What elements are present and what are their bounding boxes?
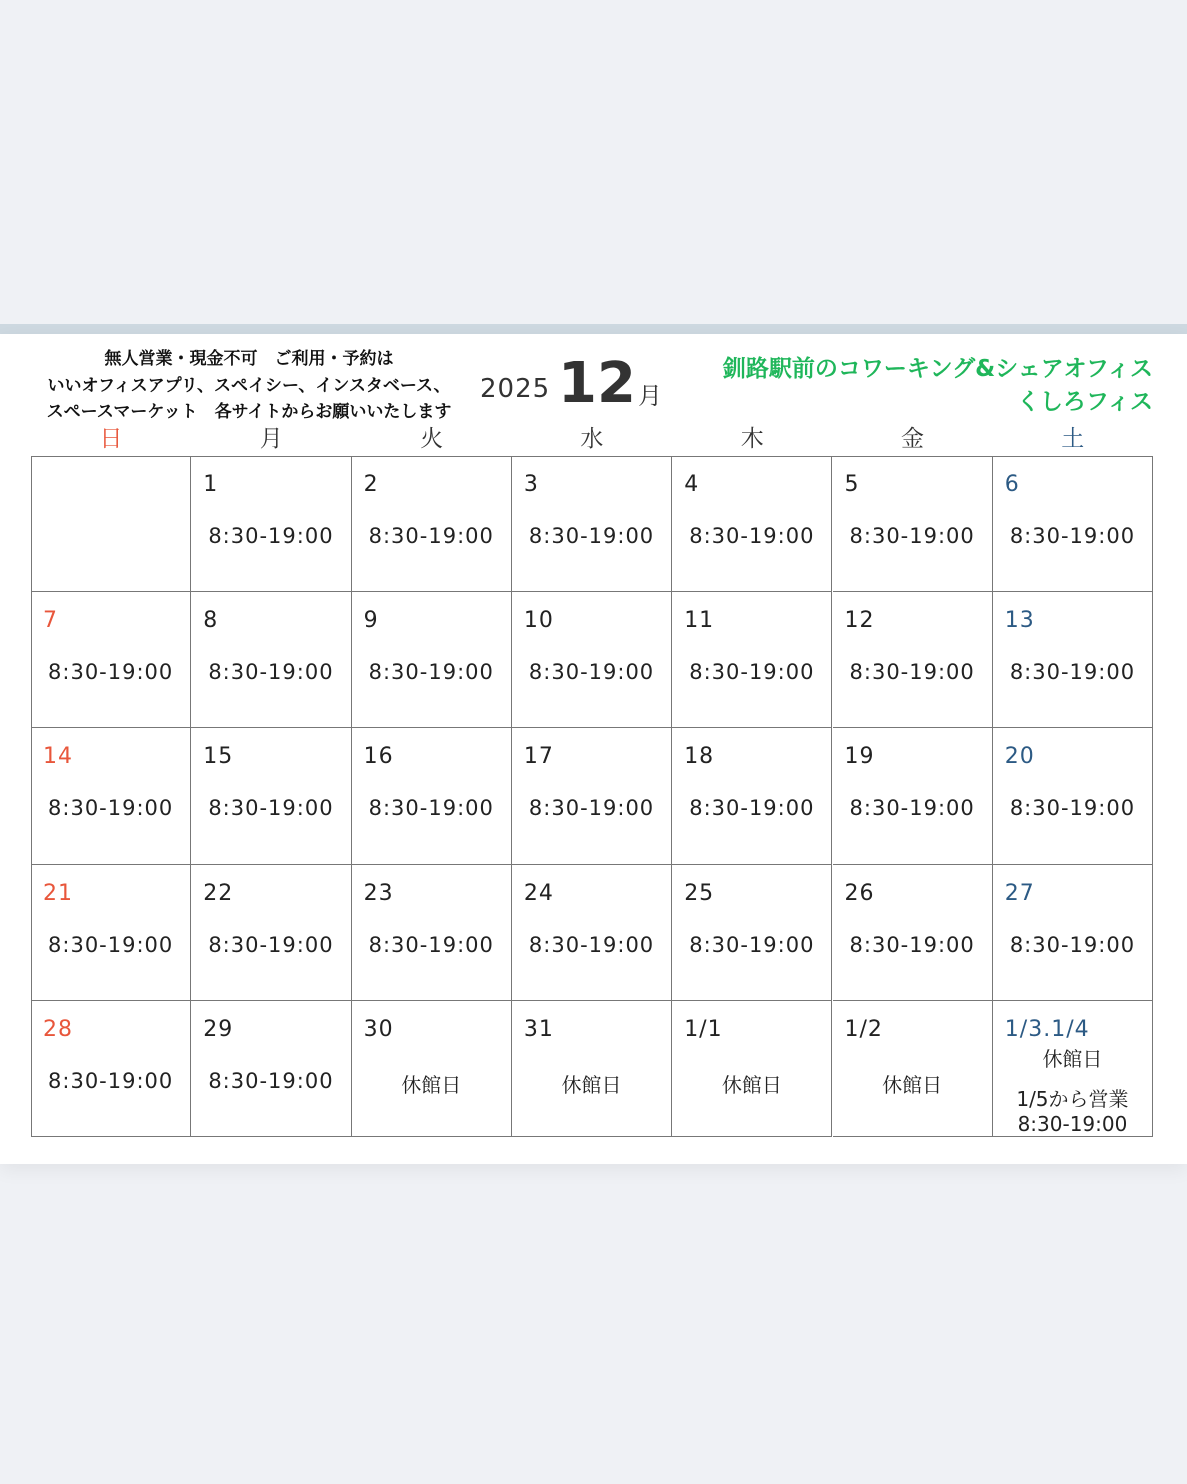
brand-block <box>723 353 1153 419</box>
reopen-hours: 8:30-19:00 <box>1017 1111 1128 1136</box>
day-cell <box>833 1001 993 1137</box>
day-cell <box>31 728 191 864</box>
opening-hours: 8:30-19:00 <box>368 932 494 957</box>
day-cell <box>352 865 512 1001</box>
opening-hours: 8:30-19:00 <box>528 932 655 957</box>
closed-label: 休館日 <box>882 1072 943 1097</box>
day-number: 16 <box>363 744 394 770</box>
year-label: 2025 <box>480 374 551 404</box>
notice-line-3: スペースマーケット 各サイトからお願いいたします <box>46 402 452 422</box>
day-number: 30 <box>363 1016 394 1042</box>
day-cell <box>191 728 351 864</box>
opening-hours: 8:30-19:00 <box>1009 796 1136 821</box>
day-cell <box>512 865 672 1001</box>
opening-hours: 8:30-19:00 <box>48 796 174 821</box>
reopen-note: 1/5から営業 <box>1016 1086 1129 1111</box>
notice-line-1: 無人営業・現金不可 ご利用・予約は <box>104 349 394 369</box>
opening-hours: 8:30-19:00 <box>368 524 494 548</box>
day-number: 2 <box>363 472 379 497</box>
calendar-card <box>0 334 1187 1164</box>
opening-hours: 8:30-19:00 <box>48 660 174 685</box>
day-cell <box>672 865 832 1001</box>
month-unit: 月 <box>638 382 662 410</box>
closed-label: 休館日 <box>1042 1046 1103 1071</box>
day-number: 23 <box>363 880 394 906</box>
opening-hours: 8:30-19:00 <box>368 796 494 821</box>
day-cell <box>352 592 512 728</box>
day-cell <box>352 456 512 592</box>
day-number: 4 <box>684 472 700 497</box>
closed-label: 休館日 <box>401 1072 462 1097</box>
weekday-label: 日 <box>99 426 123 452</box>
day-cell <box>191 865 351 1001</box>
notice-line-2: いいオフィスアプリ、スペイシー、インスタベース、 <box>47 375 451 396</box>
opening-hours: 8:30-19:00 <box>528 524 655 548</box>
weekday-header-row <box>31 423 1153 455</box>
day-number: 1/3.1/4 <box>1004 1016 1090 1042</box>
day-cell <box>993 728 1153 864</box>
opening-hours: 8:30-19:00 <box>1009 660 1136 685</box>
day-cell <box>672 592 832 728</box>
day-cell <box>191 592 351 728</box>
opening-hours: 8:30-19:00 <box>849 796 975 821</box>
day-cell <box>31 592 191 728</box>
opening-hours: 8:30-19:00 <box>208 524 334 548</box>
day-cell <box>352 1001 512 1137</box>
weekday-label: 土 <box>1061 426 1085 452</box>
day-cell <box>993 592 1153 728</box>
day-cell <box>512 728 672 864</box>
brand-tagline: 釧路駅前のコワーキング&シェアオフィス <box>722 356 1153 382</box>
day-number: 24 <box>523 880 554 906</box>
day-number: 6 <box>1004 472 1020 497</box>
opening-hours: 8:30-19:00 <box>208 932 334 957</box>
opening-hours: 8:30-19:00 <box>689 660 815 685</box>
opening-hours: 8:30-19:00 <box>48 932 174 957</box>
day-number: 28 <box>43 1016 73 1042</box>
day-number: 22 <box>203 880 234 906</box>
day-number: 17 <box>523 744 554 770</box>
weekday-label: 木 <box>740 426 764 452</box>
calendar-grid <box>31 456 1153 1137</box>
day-cell <box>833 456 993 592</box>
day-number: 12 <box>844 608 875 634</box>
day-cell <box>512 456 672 592</box>
opening-hours: 8:30-19:00 <box>1009 524 1136 548</box>
day-number: 7 <box>43 608 58 634</box>
weekday-label: 金 <box>901 426 924 452</box>
day-cell <box>191 1001 351 1137</box>
day-number: 20 <box>1004 744 1035 770</box>
opening-hours: 8:30-19:00 <box>528 660 655 685</box>
opening-hours: 8:30-19:00 <box>849 660 975 685</box>
day-number: 31 <box>523 1016 554 1042</box>
weekday-label: 火 <box>420 426 444 452</box>
day-number: 19 <box>844 744 875 770</box>
day-cell <box>512 1001 672 1137</box>
day-cell <box>993 456 1153 592</box>
day-cell <box>993 1001 1153 1137</box>
day-cell <box>512 592 672 728</box>
opening-hours: 8:30-19:00 <box>208 1068 334 1093</box>
opening-hours: 8:30-19:00 <box>368 660 494 685</box>
day-cell <box>31 865 191 1001</box>
day-cell <box>993 865 1153 1001</box>
opening-hours: 8:30-19:00 <box>208 660 334 685</box>
opening-hours: 8:30-19:00 <box>689 932 815 957</box>
day-number: 8 <box>203 608 219 634</box>
day-cell <box>31 1001 191 1137</box>
day-number: 26 <box>844 880 875 906</box>
top-stripe <box>0 324 1187 334</box>
day-number: 3 <box>523 472 539 497</box>
day-cell <box>833 728 993 864</box>
day-cell <box>833 592 993 728</box>
month-number: 12 <box>558 351 636 416</box>
opening-hours: 8:30-19:00 <box>48 1068 174 1093</box>
closed-label: 休館日 <box>721 1072 782 1097</box>
day-number: 13 <box>1004 608 1035 634</box>
day-number: 27 <box>1004 880 1035 906</box>
opening-hours: 8:30-19:00 <box>849 524 975 548</box>
opening-hours: 8:30-19:00 <box>689 796 815 821</box>
day-number: 29 <box>203 1016 234 1042</box>
opening-hours: 8:30-19:00 <box>849 932 975 957</box>
weekday-label: 水 <box>580 426 604 452</box>
weekday-label: 月 <box>259 426 283 452</box>
day-cell <box>672 1001 832 1137</box>
day-number: 25 <box>684 880 715 906</box>
opening-hours: 8:30-19:00 <box>208 796 334 821</box>
day-number: 1/2 <box>844 1016 883 1042</box>
day-number: 9 <box>363 608 379 634</box>
day-cell <box>31 456 191 592</box>
day-number: 10 <box>523 608 554 634</box>
opening-hours: 8:30-19:00 <box>528 796 655 821</box>
day-number: 21 <box>43 880 73 906</box>
day-number: 15 <box>203 744 234 770</box>
day-cell <box>672 728 832 864</box>
day-number: 5 <box>844 472 860 497</box>
opening-hours: 8:30-19:00 <box>689 524 815 548</box>
opening-hours: 8:30-19:00 <box>1009 932 1136 957</box>
day-cell <box>191 456 351 592</box>
day-number: 18 <box>684 744 715 770</box>
notice-text <box>0 346 498 426</box>
day-cell <box>352 728 512 864</box>
day-number: 1 <box>203 472 219 497</box>
day-number: 1/1 <box>684 1016 723 1042</box>
day-cell <box>833 865 993 1001</box>
day-cell <box>672 456 832 592</box>
day-number: 14 <box>43 744 73 770</box>
day-number: 11 <box>684 608 715 634</box>
closed-label: 休館日 <box>561 1072 622 1097</box>
brand-name: くしろフィス <box>1016 389 1153 415</box>
